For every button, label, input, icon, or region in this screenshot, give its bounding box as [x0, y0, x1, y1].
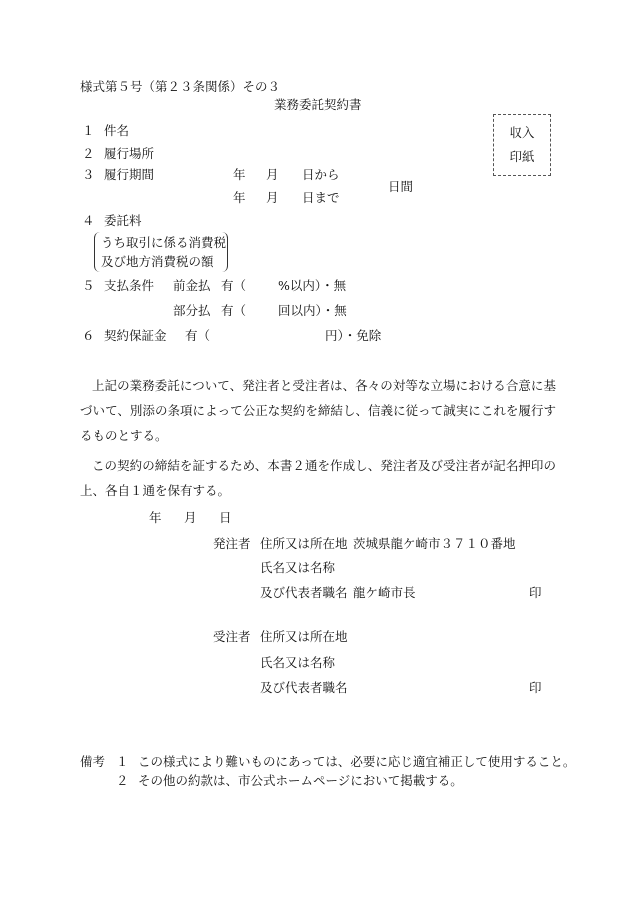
advance-payment-yes: 有（ — [221, 278, 247, 293]
contractor-rep-label: 及び代表者職名 — [260, 680, 348, 695]
period-start-year: 年 — [233, 167, 246, 182]
orderer-address-value: 茨城県龍ケ崎市３７１０番地 — [353, 536, 516, 551]
item-1-number: １ — [82, 123, 95, 138]
body-paragraph-1: 上記の業務委託について、発注者と受注者は、各々の対等な立場における合意に基づいて、別添の条項によって公正な契約を締結し、信義に従って誠実にこれを履行するものとする。 — [80, 378, 556, 443]
form-number: 様式第５号（第２３条関係）その３ — [80, 79, 281, 94]
partial-payment-label: 部分払 — [173, 303, 211, 318]
contractor-name-label: 氏名又は名称 — [260, 655, 336, 670]
item-1-label: 件名 — [104, 123, 130, 138]
stamp-label-2: 印紙 — [509, 149, 535, 164]
revenue-stamp-box — [493, 114, 551, 176]
item-3-number: ３ — [82, 167, 95, 182]
period-start-month: 月 — [266, 167, 279, 182]
date-day: 日 — [219, 510, 232, 525]
note-2-text: その他の約款は、市公式ホームページにおいて掲載する。 — [138, 773, 463, 788]
note-1-text: この様式により難いものにあっては、必要に応じ適宜補正して使用すること。 — [138, 754, 576, 769]
period-start-day: 日から — [302, 167, 340, 182]
date-year: 年 — [149, 510, 162, 525]
advance-payment-terms: %以内）・無 — [278, 278, 347, 293]
orderer-address-label: 住所又は所在地 — [260, 536, 348, 551]
orderer-rep-value: 龍ケ崎市長 — [353, 585, 416, 600]
contractor-seal: 印 — [529, 680, 542, 695]
tax-label-line1: うち取引に係る消費税 — [101, 235, 227, 250]
partial-payment-terms: 回以内）・無 — [278, 303, 347, 318]
item-5-number: ５ — [82, 278, 95, 293]
item-3-label: 履行期間 — [104, 167, 155, 182]
contractor-role: 受注者 — [213, 629, 251, 644]
advance-payment-label: 前金払 — [173, 278, 211, 293]
item-4-label: 委託料 — [104, 213, 142, 228]
period-end-year: 年 — [233, 190, 246, 205]
item-5-label: 支払条件 — [104, 278, 155, 293]
body-paragraph-2: この契約の締結を証するため、本書２通を作成し、発注者及び受注者が記名押印の上、各自１通を保有する。 — [80, 458, 556, 498]
tax-label-line2: 及び地方消費税の額 — [101, 254, 214, 269]
partial-payment-yes: 有（ — [221, 303, 247, 318]
period-end-day: 日まで — [302, 190, 340, 205]
item-2-number: ２ — [82, 146, 95, 161]
document-title: 業務委託契約書 — [274, 97, 362, 112]
notes-label: 備考 — [80, 754, 106, 769]
date-month: 月 — [184, 510, 197, 525]
item-2-label: 履行場所 — [104, 146, 155, 161]
item-6-label: 契約保証金 — [104, 328, 167, 343]
item-4-number: ４ — [82, 213, 95, 228]
period-end-month: 月 — [266, 190, 279, 205]
stamp-label-1: 収入 — [509, 125, 535, 140]
guarantee-terms: 円）・免除 — [325, 328, 382, 343]
note-2-number: ２ — [116, 773, 129, 788]
orderer-seal: 印 — [529, 585, 542, 600]
orderer-name-label: 氏名又は名称 — [260, 560, 336, 575]
item-6-number: ６ — [82, 328, 95, 343]
orderer-rep-label: 及び代表者職名 — [260, 585, 348, 600]
note-1-number: １ — [116, 754, 129, 769]
contractor-address-label: 住所又は所在地 — [260, 629, 348, 644]
period-days: 日間 — [388, 179, 414, 194]
guarantee-yes: 有（ — [185, 328, 211, 343]
orderer-role: 発注者 — [213, 536, 251, 551]
